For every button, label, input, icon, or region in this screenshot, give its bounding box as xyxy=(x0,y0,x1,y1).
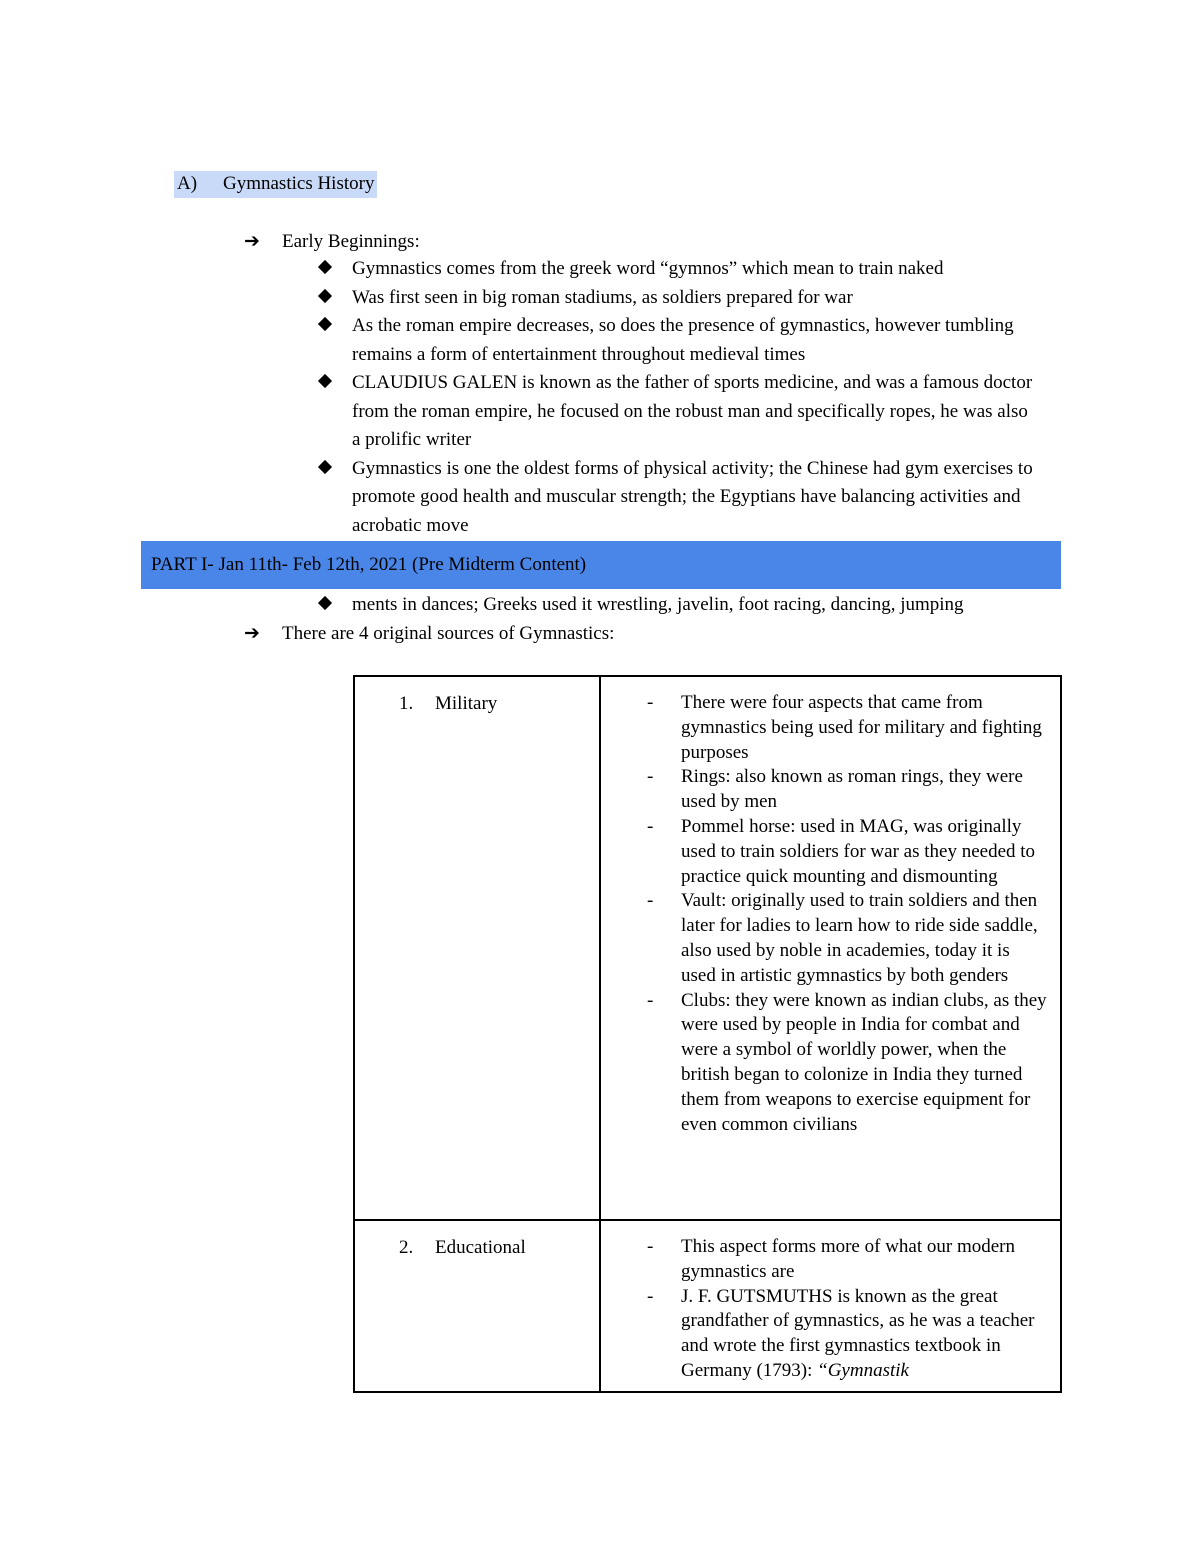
diamond-bullet-icon xyxy=(318,596,332,610)
list-item: CLAUDIUS GALEN is known as the father of sports medicine, and was a famous doctor from the roman empire, he focused on the robust man and specifically ropes, he was also a prolific writer xyxy=(318,369,1038,455)
list-item: Gymnastics comes from the greek word “gymnos” which mean to train naked xyxy=(318,255,1038,284)
category-cell: 1. Military xyxy=(354,676,600,1220)
list-item: Was first seen in big roman stadiums, as soldiers prepared for war xyxy=(318,284,1038,313)
diamond-bullet-icon xyxy=(318,374,332,388)
detail-item: - Vault: originally used to train soldiers and then later for ladies to learn how to ride side saddle, also used by noble in academies, today it is used in artistic gymnastics by both genders xyxy=(647,890,1038,986)
detail-item: - There were four aspects that came from gymnastics being used for military and fighting purposes xyxy=(647,692,1042,763)
early-beginnings-heading xyxy=(244,229,420,255)
diamond-bullet-icon xyxy=(318,288,332,302)
section-heading xyxy=(174,171,377,198)
sources-heading xyxy=(244,621,614,647)
part-banner xyxy=(141,541,1061,589)
list-item: As the roman empire decreases, so does the presence of gymnastics, however tumbling remains a form of entertainment throughout medieval times xyxy=(318,312,1038,369)
detail-item: - Pommel horse: used in MAG, was originally used to train soldiers for war as they needed to practice quick mounting and dismounting xyxy=(647,815,1036,887)
section-label: A) xyxy=(177,173,198,194)
category-label: Educational xyxy=(435,1237,526,1258)
detail-item: - This aspect forms more of what our modern gymnastics are xyxy=(647,1236,1015,1282)
table-row xyxy=(354,676,1061,1220)
diamond-bullet-icon xyxy=(318,459,332,473)
category-label: Military xyxy=(435,693,498,714)
detail-item: - Rings: also known as roman rings, they were used by men xyxy=(647,766,1023,813)
detail-item: - J. F. GUTSMUTHS is known as the great grandfather of gymnastics, as he was a teacher and wrote the first gymnastics textbook in Germany (1793): “Gymnastik xyxy=(647,1285,1035,1381)
list-item: ments in dances; Greeks used it wrestling, javelin, foot racing, dancing, jumping xyxy=(318,591,1038,620)
category-cell: 2. Educational xyxy=(354,1220,600,1392)
arrow-icon: ➔ xyxy=(244,231,260,252)
section-title: Gymnastics History xyxy=(223,173,375,194)
part-banner-text: PART I- Jan 11th- Feb 12th, 2021 (Pre Midterm Content) xyxy=(151,554,587,575)
sources-title: There are 4 original sources of Gymnastics: xyxy=(282,623,615,644)
sources-table xyxy=(353,675,1062,1393)
early-beginnings-list xyxy=(318,255,1038,540)
list-item: Gymnastics is one the oldest forms of physical activity; the Chinese had gym exercises to promote good health and muscular strength; the Egyptians have balancing activities and acrobatic move xyxy=(318,455,1038,541)
diamond-bullet-icon xyxy=(318,260,332,274)
arrow-icon: ➔ xyxy=(244,623,260,644)
diamond-bullet-icon xyxy=(318,317,332,331)
details-cell xyxy=(600,676,1061,1220)
early-beginnings-title: Early Beginnings: xyxy=(282,231,420,252)
details-cell xyxy=(600,1220,1061,1392)
detail-item: - Clubs: they were known as indian clubs, as they were used by people in India for combat and were a symbol of worldly power, when the british began to colonize in India they turned them from weapons to exercise equipment for even common civilians xyxy=(647,989,1047,1135)
table-row xyxy=(354,1220,1061,1392)
continued-list xyxy=(318,591,1038,620)
